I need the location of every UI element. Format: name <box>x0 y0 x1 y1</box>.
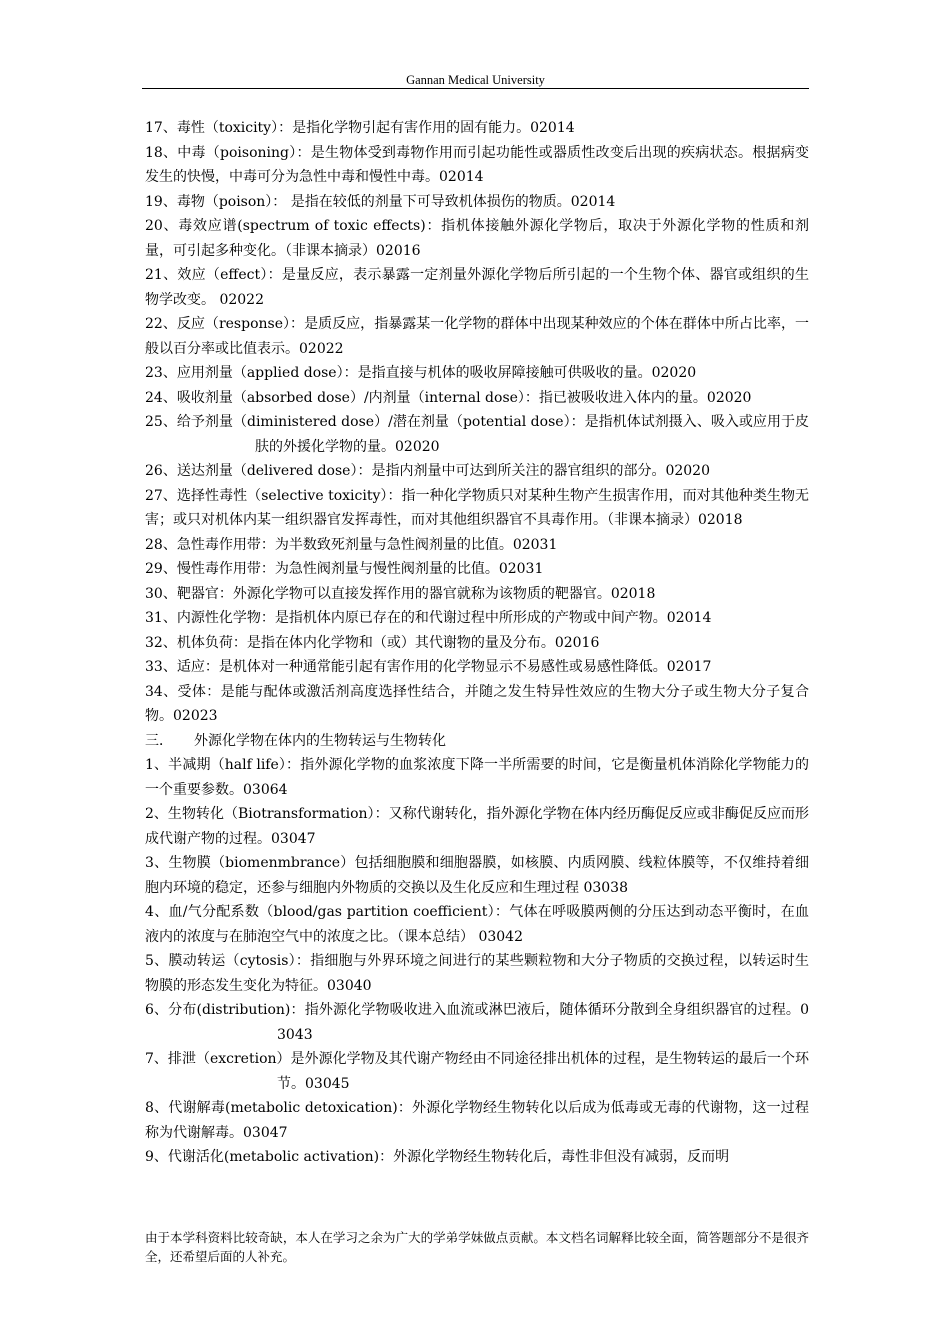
entry-8-detoxication: 8、代谢解毒(metabolic detoxication)：外源化学物经生物转化以后成为低毒或无毒的代谢物，这一过程称为代谢解毒。03047 <box>145 1100 809 1141</box>
entry-6-distribution: 6、分布(distribution)：指外源化学物吸收进入血流或淋巴液后，随体循环分散到全身组织器官的过程。03043 <box>145 1002 809 1043</box>
entry-27-selective-toxicity: 27、选择性毒性（selective toxicity）：指一种化学物质只对某种生物产生损害作用，而对其他种类生物无害；或只对机体内某一组织器官发挥毒性，而对其他组织器官不具毒作用。（非课本摘录）02018 <box>145 487 809 528</box>
entry-1-half-life: 1、半减期（half life）：指外源化学物的血浆浓度下降一半所需要的时间，它是衡量机体消除化学物能力的一个重要参数。03064 <box>145 757 809 798</box>
entry-19-poison: 19、毒物（poison）： 是指在较低的剂量下可导致机体损伤的物质。02014 <box>145 193 616 210</box>
entry-33-adaptation: 33、适应：是机体对一种通常能引起有害作用的化学物显示不易感性或易感性降低。02017 <box>145 659 712 675</box>
entry-28-acute-zone: 28、急性毒作用带：为半数致死剂量与急性阀剂量的比值。02031 <box>145 536 558 553</box>
entry-29-chronic-zone: 29、慢性毒作用带：为急性阀剂量与慢性阀剂量的比值。02031 <box>145 561 544 577</box>
entry-24-absorbed-dose: 24、吸收剂量（absorbed dose）/内剂量（internal dose）：指已被吸收进入体内的量。02020 <box>145 389 752 406</box>
entry-21-effect: 21、效应（effect）：是量反应，表示暴露一定剂量外源化学物后所引起的一个生物个体、器官或组织的生物学改变。 02022 <box>145 267 809 308</box>
entry-20-spectrum: 20、毒效应谱(spectrum of toxic effects)：指机体接触外源化学物后，取决于外源化学物的性质和剂量，可引起多种变化。（非课本摘录）02016 <box>145 218 809 259</box>
entry-5-cytosis: 5、膜动转运（cytosis）：指细胞与外界环境之间进行的某些颗粒物和大分子物质的交换过程，以转运时生物膜的形态发生变化为特征。03040 <box>145 953 809 994</box>
document-body <box>145 116 809 1170</box>
entry-23-applied-dose: 23、应用剂量（applied dose）：是指直接与机体的吸收屏障接触可供吸收的量。02020 <box>145 365 697 381</box>
entry-9-activation: 9、代谢活化(metabolic activation)：外源化学物经生物转化后，毒性非但没有减弱，反而明 <box>145 1149 730 1165</box>
entry-26-delivered-dose: 26、送达剂量（delivered dose）：是指内剂量中可达到所关注的器官组织的部分。02020 <box>145 463 710 479</box>
entry-17-toxicity: 17、毒性（toxicity）：是指化学物引起有害作用的固有能力。02014 <box>145 120 575 136</box>
entry-3-biomembrane: 3、生物膜（biomenmbrance）包括细胞膜和细胞器膜，如核膜、内质网膜、线粒体膜等，不仅维持着细胞内环境的稳定，还参与细胞内外物质的交换以及生化反应和生理过程 03038 <box>145 855 809 896</box>
entry-25-administered-dose: 25、给予剂量（diministered dose）/潜在剂量（potential dose）：是指机体试剂摄入、吸入或应用于皮肤的外援化学物的量。02020 <box>145 414 809 455</box>
page-header: Gannan Medical University <box>142 72 809 89</box>
entry-31-endogenous: 31、内源性化学物：是指机体内原已存在的和代谢过程中所形成的产物或中间产物。02014 <box>145 610 712 626</box>
entry-7-excretion: 7、排泄（excretion）是外源化学物及其代谢产物经由不同途径排出机体的过程，是生物转运的最后一个环节。03045 <box>145 1051 809 1092</box>
entry-34-receptor: 34、受体：是能与配体或激活剂高度选择性结合，并随之发生特异性效应的生物大分子或生物大分子复合物。02023 <box>145 683 809 724</box>
page-footer-note: 由于本学科资料比较奇缺，本人在学习之余为广大的学弟学妹做点贡献。本文档名词解释比较全面，简答题部分不是很齐全，还希望后面的人补充。 <box>145 1230 809 1264</box>
entry-22-response: 22、反应（response）：是质反应，指暴露某一化学物的群体中出现某种效应的个体在群体中所占比率，一般以百分率或比值表示。02022 <box>145 316 809 357</box>
entry-30-target-organ: 30、靶器官：外源化学物可以直接发挥作用的器官就称为该物质的靶器官。02018 <box>145 585 656 602</box>
entry-4-partition-coefficient: 4、血/气分配系数（blood/gas partition coefficient）：气体在呼吸膜两侧的分压达到动态平衡时，在血液内的浓度与在肺泡空气中的浓度之比。（课本总结） 03042 <box>145 904 809 945</box>
entry-2-biotransformation: 2、生物转化（Biotransformation）：又称代谢转化，指外源化学物在体内经历酶促反应或非酶促反应而形成代谢产物的过程。03047 <box>145 806 809 847</box>
entry-32-body-burden: 32、机体负荷：是指在体内化学物和（或）其代谢物的量及分布。02016 <box>145 634 600 651</box>
section-heading: 三． 外源化学物在体内的生物转运与生物转化 <box>145 732 446 749</box>
entry-18-poisoning: 18、中毒（poisoning）：是生物体受到毒物作用而引起功能性或器质性改变后出现的疾病状态。根据病变发生的快慢，中毒可分为急性中毒和慢性中毒。02014 <box>145 144 809 185</box>
